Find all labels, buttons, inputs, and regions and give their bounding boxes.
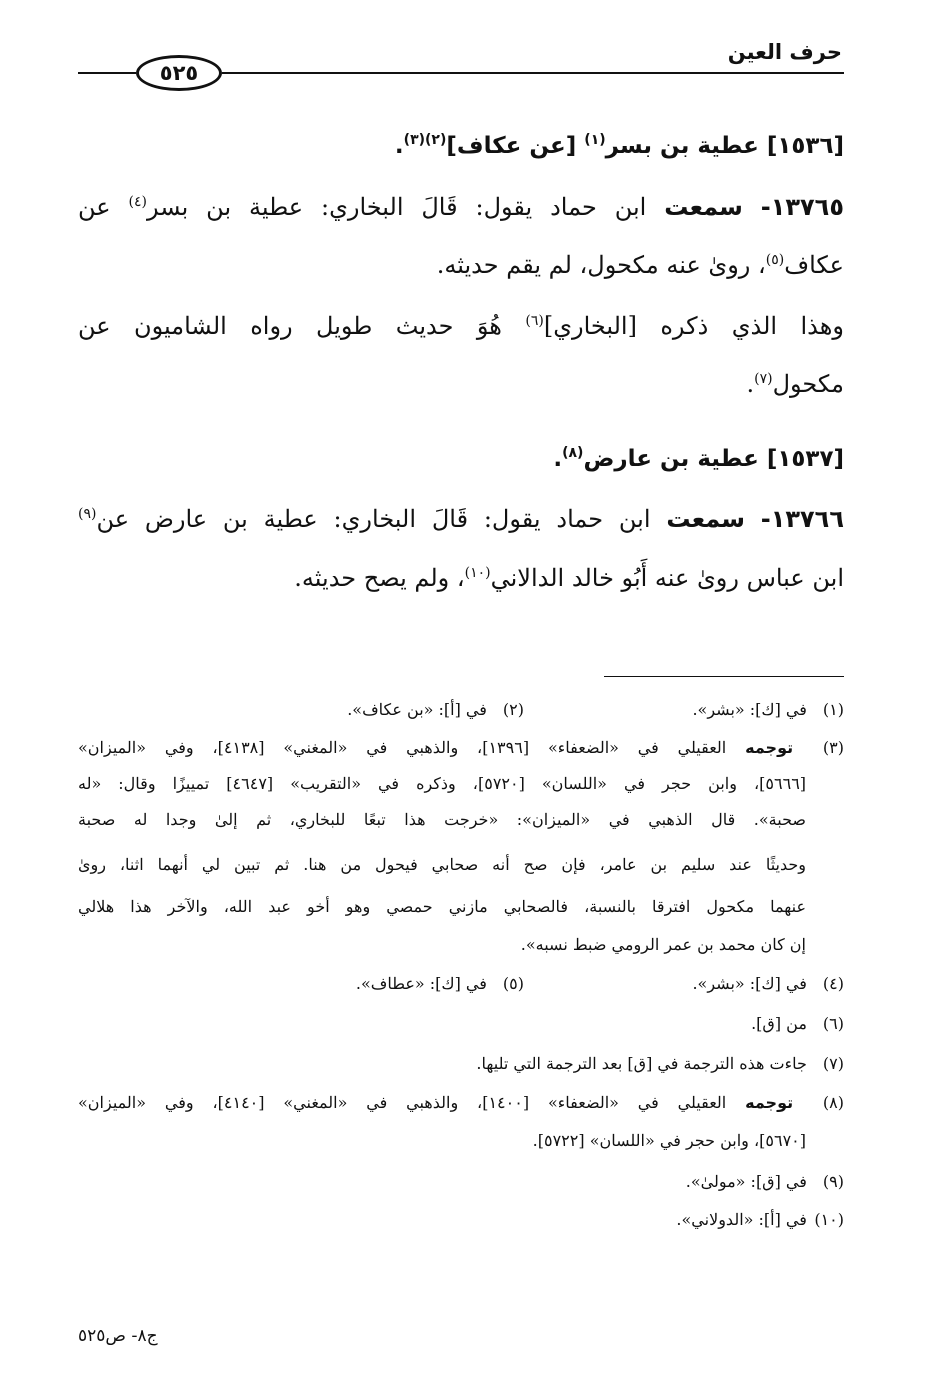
chapter-title: حرف العين bbox=[727, 40, 842, 64]
header-rule-left bbox=[78, 72, 136, 74]
footnote-text: في [ك]: «بشر». bbox=[692, 974, 807, 993]
entry-end: . bbox=[394, 133, 404, 159]
footnote-text: من [ق]. bbox=[751, 1014, 807, 1033]
entry-bracket: [عن عكاف] bbox=[446, 133, 577, 159]
footnote-text: العقيلي في «الضعفاء» [١٣٩٦]، والذهبي في «المغني» [٤١٣٨]، وفي «الميزان» bbox=[78, 738, 727, 757]
footnote-5 bbox=[356, 974, 524, 993]
footnote-text: في [أ]: «بن عكاف». bbox=[347, 700, 487, 719]
narration-number: ١٣٧٦٦- bbox=[760, 505, 844, 533]
page-number-badge: ٥٢٥ bbox=[136, 55, 222, 91]
narration-number: ١٣٧٦٥- bbox=[760, 193, 844, 221]
footnote-text: في [ك]: «بشر». bbox=[692, 700, 807, 719]
footnote-text: العقيلي في «الضعفاء» [١٤٠٠]، والذهبي في «المغني» [٤١٤٠]، وفي «الميزان» bbox=[78, 1093, 727, 1112]
footnote-ref: (١) bbox=[584, 132, 606, 148]
footnote-separator bbox=[604, 676, 844, 677]
narration-line bbox=[78, 193, 844, 221]
footnote-text: وحديثًا عند سليم بن عامر، فإن صح أنه صحابي فيحول من هنا. ثم تبين لي أنهما اثنا، رویٰ bbox=[78, 855, 806, 874]
commentary-text: هُوَ حديث طويل رواه الشاميون عن bbox=[78, 312, 502, 340]
footnote-3 bbox=[78, 738, 844, 757]
header-rule bbox=[222, 72, 844, 74]
narration-text: عن bbox=[78, 193, 111, 221]
footnote-number: (٣) bbox=[822, 738, 844, 757]
footnote-text: [٥٦٧٠]، وابن حجر في «اللسان» [٥٧٢٢]. bbox=[532, 1131, 806, 1150]
footnote-number: (٦) bbox=[822, 1014, 844, 1033]
footnote-ref: (١٠) bbox=[464, 565, 491, 581]
footnote-text: [٥٦٦٦]، وابن حجر في «اللسان» [٥٧٢٠]، وذكره في «التقريب» [٤٦٤٧] تمييزًا وقال: «له bbox=[78, 774, 807, 793]
footnote-2 bbox=[347, 700, 524, 719]
commentary-line bbox=[746, 370, 844, 398]
footnote-8 bbox=[78, 1093, 844, 1112]
narration-line bbox=[294, 564, 844, 592]
commentary-line bbox=[78, 312, 844, 340]
footnote-text: في [ك]: «عطاف». bbox=[355, 974, 487, 993]
footnote-10 bbox=[676, 1210, 844, 1229]
entry-name: عطية بن عارض bbox=[583, 446, 759, 472]
commentary-text: . bbox=[746, 370, 755, 398]
footnote-label: توجمه bbox=[745, 1093, 794, 1112]
footnote-number: (١٠) bbox=[814, 1210, 844, 1229]
footnote-ref: (٢)(٣) bbox=[403, 132, 447, 148]
footnote-text: في [أ]: «الدولاني». bbox=[676, 1210, 807, 1229]
narration-verb: سمعت bbox=[666, 505, 745, 533]
footnote-ref: (٦) bbox=[525, 313, 544, 329]
footnote-6 bbox=[751, 1014, 844, 1033]
narration-text: ابن حماد يقول: قَالَ البخاري: عطية بن بسر bbox=[146, 193, 647, 221]
footnote-9 bbox=[686, 1172, 844, 1191]
entry-end: . bbox=[553, 446, 563, 472]
narration-text: ابن عباس رویٰ عنه أَبُو خالد الدالاني bbox=[490, 564, 844, 592]
footnote-ref: (٤) bbox=[128, 194, 147, 210]
footnote-number: (٥) bbox=[502, 974, 524, 993]
footnote-3-line bbox=[78, 774, 806, 793]
narration-text: ابن حماد يقول: قَالَ البخاري: عطية بن عارض عن bbox=[96, 505, 651, 533]
footnote-ref: (٨) bbox=[562, 445, 584, 461]
footnote-ref: (٥) bbox=[765, 252, 785, 268]
footnote-ref: (٧) bbox=[754, 371, 773, 387]
footnote-number: (١) bbox=[822, 700, 844, 719]
footnote-number: (٩) bbox=[822, 1172, 844, 1191]
narration-text: عكاف bbox=[784, 251, 844, 279]
footnote-label: توجمه bbox=[745, 738, 794, 757]
commentary-text: مكحول bbox=[772, 370, 844, 398]
footnote-3-line bbox=[78, 897, 806, 916]
footnote-8-line bbox=[533, 1131, 806, 1150]
narration-verb: سمعت bbox=[664, 193, 743, 221]
footnote-3-line bbox=[78, 855, 806, 874]
footnote-4 bbox=[692, 974, 844, 993]
footnote-number: (٨) bbox=[822, 1093, 844, 1112]
entry-name: عطية بن بسر bbox=[605, 133, 759, 159]
narration-text: ، رویٰ عنه مكحول، لم يقم حديثه. bbox=[436, 251, 766, 279]
footnote-3-line bbox=[521, 935, 806, 954]
footnote-7 bbox=[476, 1054, 844, 1073]
footnote-text: في [ق]: «مولىٰ». bbox=[685, 1172, 807, 1191]
footnote-text: جاءت هذه الترجمة في [ق] بعد الترجمة التي تليها. bbox=[476, 1054, 807, 1073]
footnote-ref: (٩) bbox=[78, 506, 97, 522]
entry-heading-1536 bbox=[395, 132, 844, 159]
footnote-text: عنهما مكحول افترقا بالنسبة، فالصحابي مازني حمصي وهو أخو عبد الله، والآخر هذا هلالي bbox=[78, 897, 806, 916]
narration-line bbox=[78, 505, 844, 533]
footnote-text: إن كان محمد بن عمر الرومي ضبط نسبه». bbox=[520, 935, 806, 954]
entry-number: [١٥٣٦] bbox=[766, 133, 844, 159]
footnote-1 bbox=[692, 700, 844, 719]
footnote-number: (٧) bbox=[822, 1054, 844, 1073]
commentary-text: وهذا الذي ذكره [البخاري] bbox=[543, 312, 844, 340]
footnote-number: (٢) bbox=[502, 700, 524, 719]
footnote-3-line bbox=[78, 810, 806, 829]
volume-page-reference: ج٨- ص٥٢٥ bbox=[78, 1326, 158, 1346]
narration-line bbox=[437, 251, 844, 279]
entry-heading-1537 bbox=[553, 445, 844, 472]
footnote-number: (٤) bbox=[822, 974, 844, 993]
footnote-text: صحبة». قال الذهبي في «الميزان»: «خرجت هذا تبعًا للبخاري، ثم إلىٰ وجدا له صحبة bbox=[78, 810, 806, 829]
narration-text: ، ولم يصح حديثه. bbox=[294, 564, 465, 592]
entry-number: [١٥٣٧] bbox=[766, 446, 844, 472]
